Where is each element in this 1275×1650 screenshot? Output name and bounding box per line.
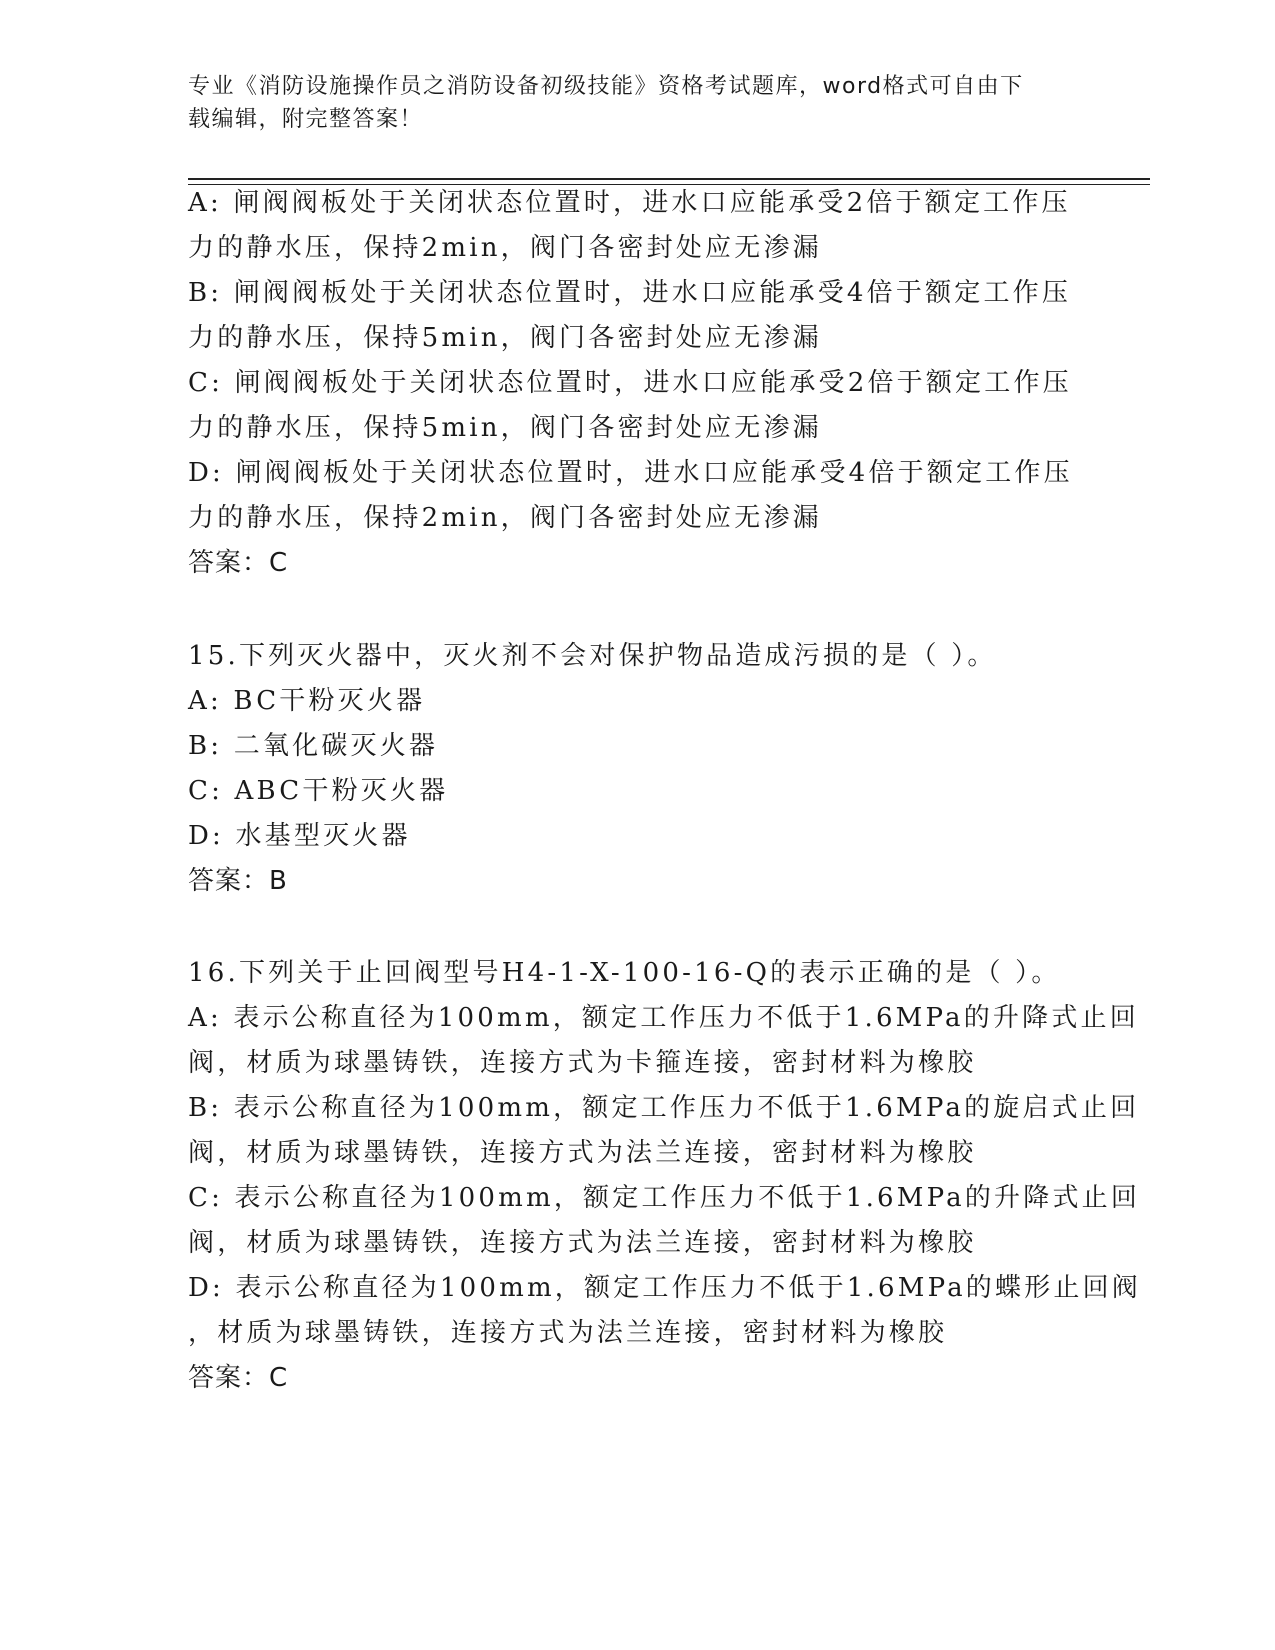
- option-line: D: 水基型灭火器: [188, 821, 411, 851]
- question-14-options: [188, 181, 1088, 586]
- header-rule-thick: [188, 178, 1150, 180]
- option-line: B: 闸阀阀板处于关闭状态位置时，进水口应能承受4倍于额定工作压: [188, 278, 1072, 308]
- question-text: 16.下列关于止回阀型号H4-1-X-100-16-Q的表示正确的是（ ）。: [188, 958, 1061, 988]
- option-line: 力的静水压，保持2min，阀门各密封处应无渗漏: [188, 233, 822, 263]
- option-line: A: BC干粉灭火器: [188, 686, 426, 716]
- header-line-2: 载编辑，附完整答案！: [188, 107, 424, 132]
- option-line: 力的静水压，保持2min，阀门各密封处应无渗漏: [188, 503, 822, 533]
- question-15: [188, 634, 1088, 904]
- question-text: 15.下列灭火器中，灭火剂不会对保护物品造成污损的是（ ）。: [188, 641, 997, 671]
- option-line: 阀，材质为球墨铸铁，连接方式为法兰连接，密封材料为橡胶: [188, 1228, 977, 1258]
- answer-15: 答案：B: [188, 866, 288, 896]
- answer-14: 答案：C: [188, 548, 289, 578]
- option-line: ，材质为球墨铸铁，连接方式为法兰连接，密封材料为橡胶: [188, 1318, 948, 1348]
- option-line: B: 二氧化碳灭火器: [188, 731, 439, 761]
- option-line: 阀，材质为球墨铸铁，连接方式为法兰连接，密封材料为橡胶: [188, 1138, 977, 1168]
- option-line: B: 表示公称直径为100mm，额定工作压力不低于1.6MPa的旋启式止回: [188, 1093, 1140, 1123]
- answer-16: 答案：C: [188, 1363, 289, 1393]
- option-line: C: ABC干粉灭火器: [188, 776, 449, 806]
- option-line: 力的静水压，保持5min，阀门各密封处应无渗漏: [188, 413, 822, 443]
- header-line-1: 专业《消防设施操作员之消防设备初级技能》资格考试题库，word格式可自由下: [188, 74, 1024, 99]
- document-header: [188, 70, 1068, 136]
- option-line: 阀，材质为球墨铸铁，连接方式为卡箍连接，密封材料为橡胶: [188, 1048, 977, 1078]
- option-line: C: 表示公称直径为100mm，额定工作压力不低于1.6MPa的升降式止回: [188, 1183, 1141, 1213]
- option-line: A: 闸阀阀板处于关闭状态位置时，进水口应能承受2倍于额定工作压: [188, 188, 1071, 218]
- option-line: A: 表示公称直径为100mm，额定工作压力不低于1.6MPa的升降式止回: [188, 1003, 1139, 1033]
- question-16: [188, 951, 1142, 1401]
- option-line: C: 闸阀阀板处于关闭状态位置时，进水口应能承受2倍于额定工作压: [188, 368, 1072, 398]
- option-line: 力的静水压，保持5min，阀门各密封处应无渗漏: [188, 323, 822, 353]
- option-line: D: 闸阀阀板处于关闭状态位置时，进水口应能承受4倍于额定工作压: [188, 458, 1073, 488]
- option-line: D: 表示公称直径为100mm，额定工作压力不低于1.6MPa的蝶形止回阀: [188, 1273, 1142, 1303]
